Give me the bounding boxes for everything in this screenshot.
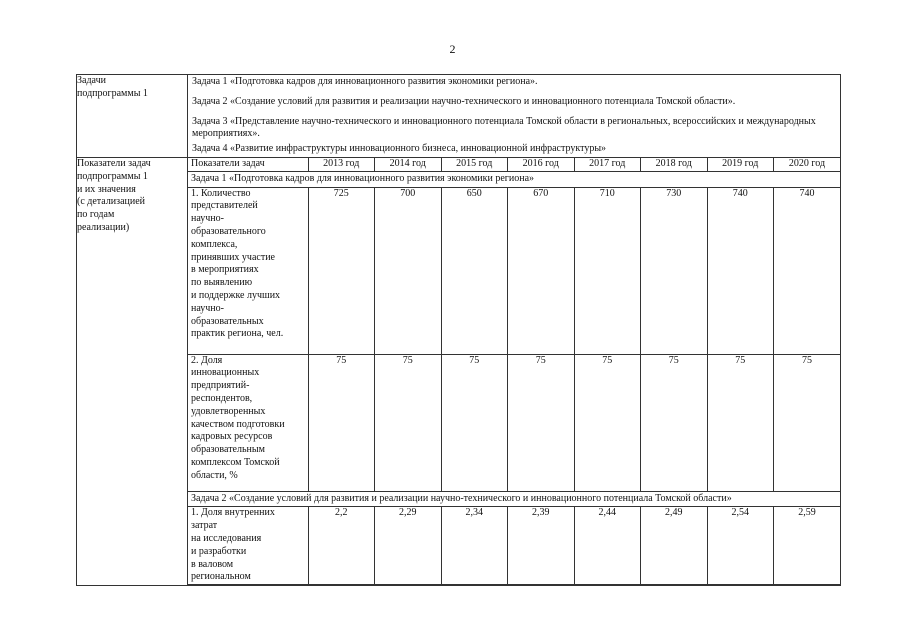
tasks-row — [77, 75, 841, 158]
indicator-value: 650 — [441, 187, 508, 354]
subtask-title: Задача 1 «Подготовка кадров для инновационного развития экономики региона» — [188, 171, 840, 187]
indicators-table — [188, 158, 840, 585]
indicator-value: 2,49 — [641, 507, 708, 585]
year-header: 2018 год — [641, 158, 708, 171]
indicator-value: 725 — [308, 187, 375, 354]
indicator-value: 2,29 — [375, 507, 442, 585]
indicator-value: 75 — [508, 354, 575, 491]
year-header: 2017 год — [574, 158, 641, 171]
indicator-row — [188, 507, 840, 585]
passport-table — [76, 74, 841, 586]
tasks-list — [188, 75, 841, 158]
indicator-value: 75 — [441, 354, 508, 491]
indicator-value: 75 — [308, 354, 375, 491]
indicator-value: 2,54 — [707, 507, 774, 585]
indicator-value: 2,34 — [441, 507, 508, 585]
indicator-row — [188, 187, 840, 354]
indicator-value: 75 — [375, 354, 442, 491]
indicator-value: 75 — [707, 354, 774, 491]
task-item-4: Задача 4 «Развитие инфраструктуры инновационного бизнеса, инновационной инфраструктуры» — [192, 143, 607, 155]
indicators-row — [77, 157, 841, 585]
tasks-label: Задачи подпрограммы 1 — [77, 75, 188, 158]
indicators-header-row — [188, 158, 840, 171]
task-item-1: Задача 1 «Подготовка кадров для инновационного развития экономики региона». — [192, 76, 538, 87]
indicator-value: 740 — [707, 187, 774, 354]
year-header: 2020 год — [774, 158, 841, 171]
indicator-value: 2,39 — [508, 507, 575, 585]
indicator-value: 2,44 — [574, 507, 641, 585]
indicator-value: 740 — [774, 187, 841, 354]
indicator-name: 1. Доля внутренних затрат на исследования и разработки в валовом региональном — [188, 507, 308, 585]
year-header: 2015 год — [441, 158, 508, 171]
task-item-3: Задача 3 «Представление научно-технического и инновационного потенциала Томской области в региональных, всероссийских и международных мероприятиях». — [192, 115, 816, 140]
subtask-row — [188, 171, 840, 187]
subtask-row — [188, 491, 840, 507]
indicator-value: 730 — [641, 187, 708, 354]
indicator-value: 2,2 — [308, 507, 375, 585]
indicator-value: 75 — [774, 354, 841, 491]
indicators-cell — [188, 157, 841, 585]
indicator-name: 1. Количество представителей научно- образовательного комплекса, принявших участие в мероприятиях по выявлению и поддержке лучших научно- образовательных практик региона, чел. — [188, 187, 308, 354]
indicator-value: 75 — [574, 354, 641, 491]
subtask-title: Задача 2 «Создание условий для развития и реализации научно-технического и инновационного потенциала Томской области» — [188, 491, 840, 507]
year-header: 2019 год — [707, 158, 774, 171]
page-number: 2 — [449, 42, 456, 56]
indicator-row — [188, 354, 840, 491]
indicators-label: Показатели задач подпрограммы 1 и их значения (с детализацией по годам реализации) — [77, 157, 188, 585]
indicators-header-name: Показатели задач — [188, 158, 308, 171]
indicator-value: 700 — [375, 187, 442, 354]
indicator-value: 710 — [574, 187, 641, 354]
year-header: 2014 год — [375, 158, 442, 171]
indicator-name: 2. Доля инновационных предприятий- респондентов, удовлетворенных качеством подготовки кадровых ресурсов образовательным комплексом Томской области, % — [188, 354, 308, 491]
indicator-value: 75 — [641, 354, 708, 491]
task-item-2: Задача 2 «Создание условий для развития и реализации научно-технического и инновационного потенциала Томской области». — [192, 95, 736, 107]
year-header: 2016 год — [508, 158, 575, 171]
indicator-value: 670 — [508, 187, 575, 354]
indicator-value: 2,59 — [774, 507, 841, 585]
year-header: 2013 год — [308, 158, 375, 171]
